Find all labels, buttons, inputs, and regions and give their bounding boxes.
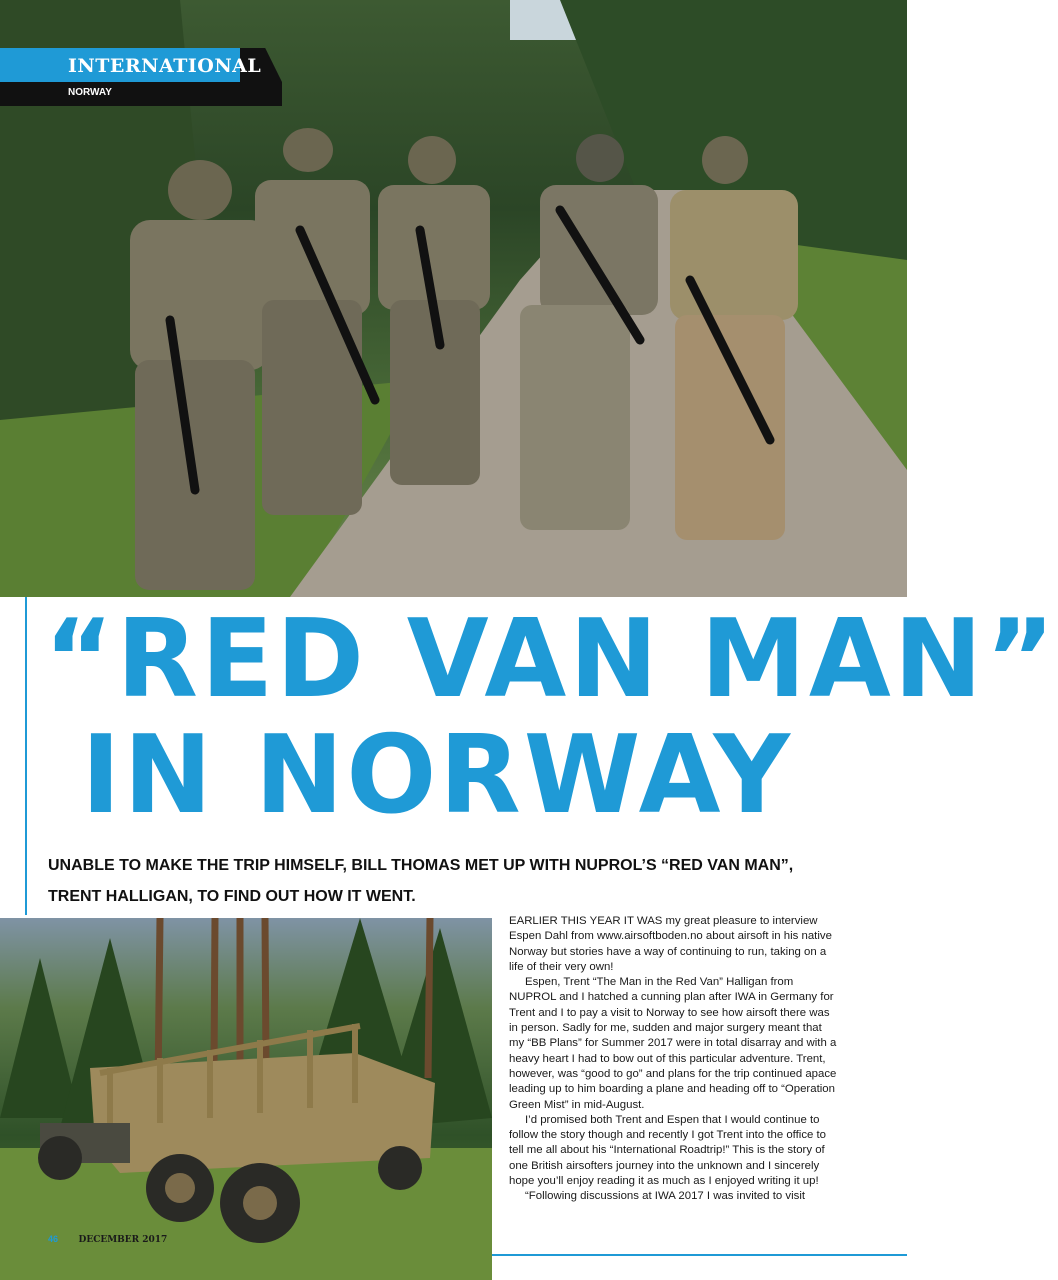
- section-tag-subband: [0, 82, 282, 106]
- truck-photo-art: [0, 918, 492, 1280]
- section-sublabel: NORWAY: [68, 87, 112, 98]
- footer-rule: [492, 1254, 907, 1256]
- hero-photo: [0, 0, 907, 597]
- section-label: INTERNATIONAL: [68, 55, 262, 77]
- body-paragraph: “Following discussions at IWA 2017 I was invited to visit: [525, 1190, 806, 1203]
- headline-line-1: “RED VAN MAN”: [44, 597, 1058, 722]
- page-number: 46: [48, 1234, 59, 1244]
- accent-vertical-rule: [25, 597, 27, 915]
- section-tag: [0, 48, 282, 106]
- headline-line-2: IN NORWAY: [81, 713, 793, 838]
- body-paragraph: Espen, Trent “The Man in the Red Van” Halligan from NUPROL and I hatched a cunning plan after IWA in Germany for Trent and I to pay a visit to Norway to see how airsoft there was in person. Sadly for me, sudden and major surgery meant that my “BB Plans” for Summer 2017 were in total disarray and with a heavy heart I had to bow out of this particular adventure. Trent, however, was “good to go” and plans for the trip continued apace leading up to him boarding a plane and heading off to “Operation Green Mist” in mid-August.: [509, 976, 837, 1111]
- article-body: [509, 914, 839, 1205]
- body-paragraph: EARLIER THIS YEAR IT WAS my great pleasure to interview Espen Dahl from www.airsoftboden.no about airsoft in his native Norway but stories have a way of continuing to run, taking on a life of their very own!: [509, 915, 832, 973]
- headline: [44, 597, 1058, 838]
- issue-date: DECEMBER 2017: [78, 1235, 168, 1245]
- page-folio: [48, 1234, 167, 1245]
- truck-photo: [0, 918, 492, 1280]
- standfirst: UNABLE TO MAKE THE TRIP HIMSELF, BILL THOMAS MET UP WITH NUPROL’S “RED VAN MAN”, TRENT HALLIGAN, TO FIND OUT HOW IT WENT.: [48, 857, 794, 905]
- body-paragraph: I’d promised both Trent and Espen that I would continue to follow the story though and recently I got Trent into the office to tell me all about his “International Roadtrip!” This is the story of one British airsofters journey into the unknown and I sincerely hope you’ll enjoy reading it as much as I enjoyed writing it up!: [509, 1113, 827, 1188]
